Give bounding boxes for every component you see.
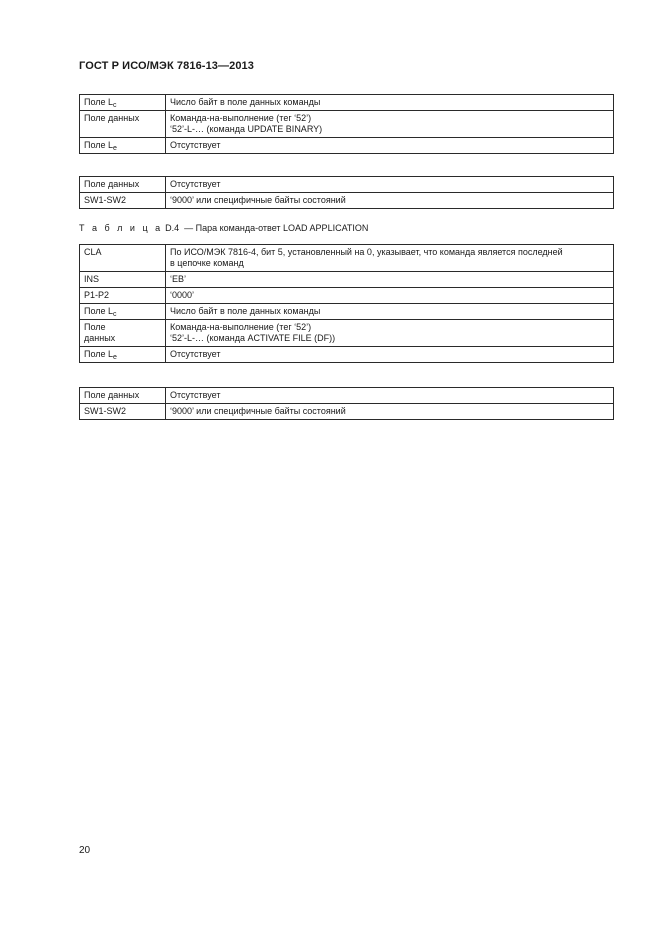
field-value-cell: Число байт в поле данных команды	[166, 304, 614, 320]
field-value-cell: ‘0000’	[166, 288, 614, 304]
table-row	[80, 138, 614, 154]
table-row	[80, 304, 614, 320]
table-row	[80, 177, 614, 193]
field-name-cell: CLA	[80, 245, 166, 272]
document-header: ГОСТ Р ИСО/МЭК 7816-13—2013	[79, 60, 254, 72]
field-name-cell: INS	[80, 272, 166, 288]
table-row	[80, 288, 614, 304]
field-name-cell: Поле данных	[80, 111, 166, 138]
field-name-cell: Поле данных	[80, 177, 166, 193]
field-name-cell: Поле данных	[80, 320, 166, 347]
table-caption: Т а б л и ц а D.4 — Пара команда-ответ LOAD APPLICATION	[79, 223, 369, 233]
command-table-update-binary	[79, 94, 614, 154]
field-value-cell: Отсутствует	[166, 347, 614, 363]
table-row	[80, 193, 614, 209]
field-value-cell: Отсутствует	[166, 177, 614, 193]
table-row	[80, 272, 614, 288]
field-value-cell: ‘9000’ или специфичные байты состояний	[166, 193, 614, 209]
field-value-cell: Число байт в поле данных команды	[166, 95, 614, 111]
table-row	[80, 347, 614, 363]
table-row	[80, 388, 614, 404]
table-row	[80, 245, 614, 272]
field-name-cell: Поле $L_e$	[80, 347, 166, 363]
table-row	[80, 95, 614, 111]
table-row	[80, 404, 614, 420]
field-value-cell: Команда-на-выполнение (тег ‘52’) ‘52’-L-… (команда UPDATE BINARY)	[166, 111, 614, 138]
field-name-cell: Поле $L_c$	[80, 95, 166, 111]
response-table-load-application	[79, 387, 614, 420]
field-name-cell: Поле данных	[80, 388, 166, 404]
field-value-cell: ‘EB’	[166, 272, 614, 288]
field-name-cell: Поле $L_e$	[80, 138, 166, 154]
response-table-update-binary	[79, 176, 614, 209]
field-name-cell: SW1-SW2	[80, 193, 166, 209]
page-number: 20	[79, 845, 91, 856]
field-value-cell: По ИСО/МЭК 7816-4, бит 5, установленный на 0, указывает, что команда является последней в цепочке команд	[166, 245, 614, 272]
table-row	[80, 320, 614, 347]
table-row	[80, 111, 614, 138]
field-value-cell: Команда-на-выполнение (тег ‘52’) ‘52’-L-… (команда ACTIVATE FILE (DF))	[166, 320, 614, 347]
field-name-cell: SW1-SW2	[80, 404, 166, 420]
field-value-cell: Отсутствует	[166, 388, 614, 404]
command-table-load-application	[79, 244, 614, 363]
field-value-cell: ‘9000’ или специфичные байты состояний	[166, 404, 614, 420]
field-value-cell: Отсутствует	[166, 138, 614, 154]
field-name-cell: P1-P2	[80, 288, 166, 304]
field-name-cell: Поле $L_c$	[80, 304, 166, 320]
